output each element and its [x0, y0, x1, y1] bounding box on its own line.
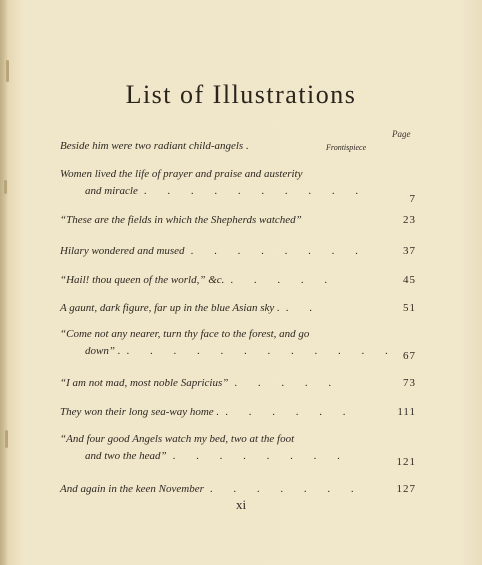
entry-caption: Women lived the life of prayer and praise and austerity — [60, 168, 303, 180]
list-item — [60, 300, 410, 317]
entry-caption-continued: and two the head” . . . . . . . . — [85, 450, 349, 462]
entry-page: 37 — [403, 245, 416, 257]
entry-page: 45 — [403, 274, 416, 286]
entry-page: 23 — [403, 214, 416, 226]
entry-caption: “These are the fields in which the Shepherds watched” — [60, 214, 302, 226]
list-item — [60, 375, 410, 392]
entry-page: 51 — [403, 302, 416, 314]
entry-page: 121 — [396, 456, 416, 468]
entry-caption-continued: down” . . . . . . . . . . . . . — [85, 345, 397, 357]
list-item — [60, 326, 410, 360]
entry-caption-row: A gaunt, dark figure, far up in the blue Asian sky . . . — [60, 302, 322, 314]
list-item — [60, 212, 410, 229]
entry-caption-row: Hilary wondered and mused . . . . . . . . — [60, 245, 367, 257]
entry-caption-row: “Hail! thou queen of the world,” &c. . . . . . — [60, 274, 337, 286]
list-item — [60, 404, 410, 421]
entry-page: Frontispiece — [326, 143, 367, 152]
list-item — [60, 481, 410, 498]
entry-caption-continued: and miracle . . . . . . . . . . — [85, 185, 368, 197]
entry-caption-row: They won their long sea-way home . . . . . . . — [60, 406, 355, 418]
list-item — [60, 272, 410, 289]
entry-page: 67 — [403, 350, 416, 362]
page-title: List of Illustrations — [125, 80, 357, 109]
list-item — [60, 431, 410, 465]
entry-caption: “And four good Angels watch my bed, two at the foot — [60, 433, 295, 445]
entry-page: 127 — [396, 483, 416, 495]
entry-caption: “Come not any nearer, turn thy face to the forest, and go — [60, 328, 310, 340]
entry-page: 111 — [397, 406, 416, 418]
list-item — [60, 243, 410, 260]
list-item — [60, 166, 410, 200]
entry-page: 7 — [409, 193, 416, 205]
entry-caption-row: “I am not mad, most noble Sapricius” . . . . . — [60, 377, 341, 389]
entry-page: 73 — [403, 377, 416, 389]
entry-caption: Beside him were two radiant child-angels . — [60, 140, 249, 152]
page-folio: xi — [235, 497, 247, 512]
entry-caption-row: And again in the keen November . . . . . . . — [60, 483, 363, 495]
page-column-header: Page — [392, 129, 411, 139]
